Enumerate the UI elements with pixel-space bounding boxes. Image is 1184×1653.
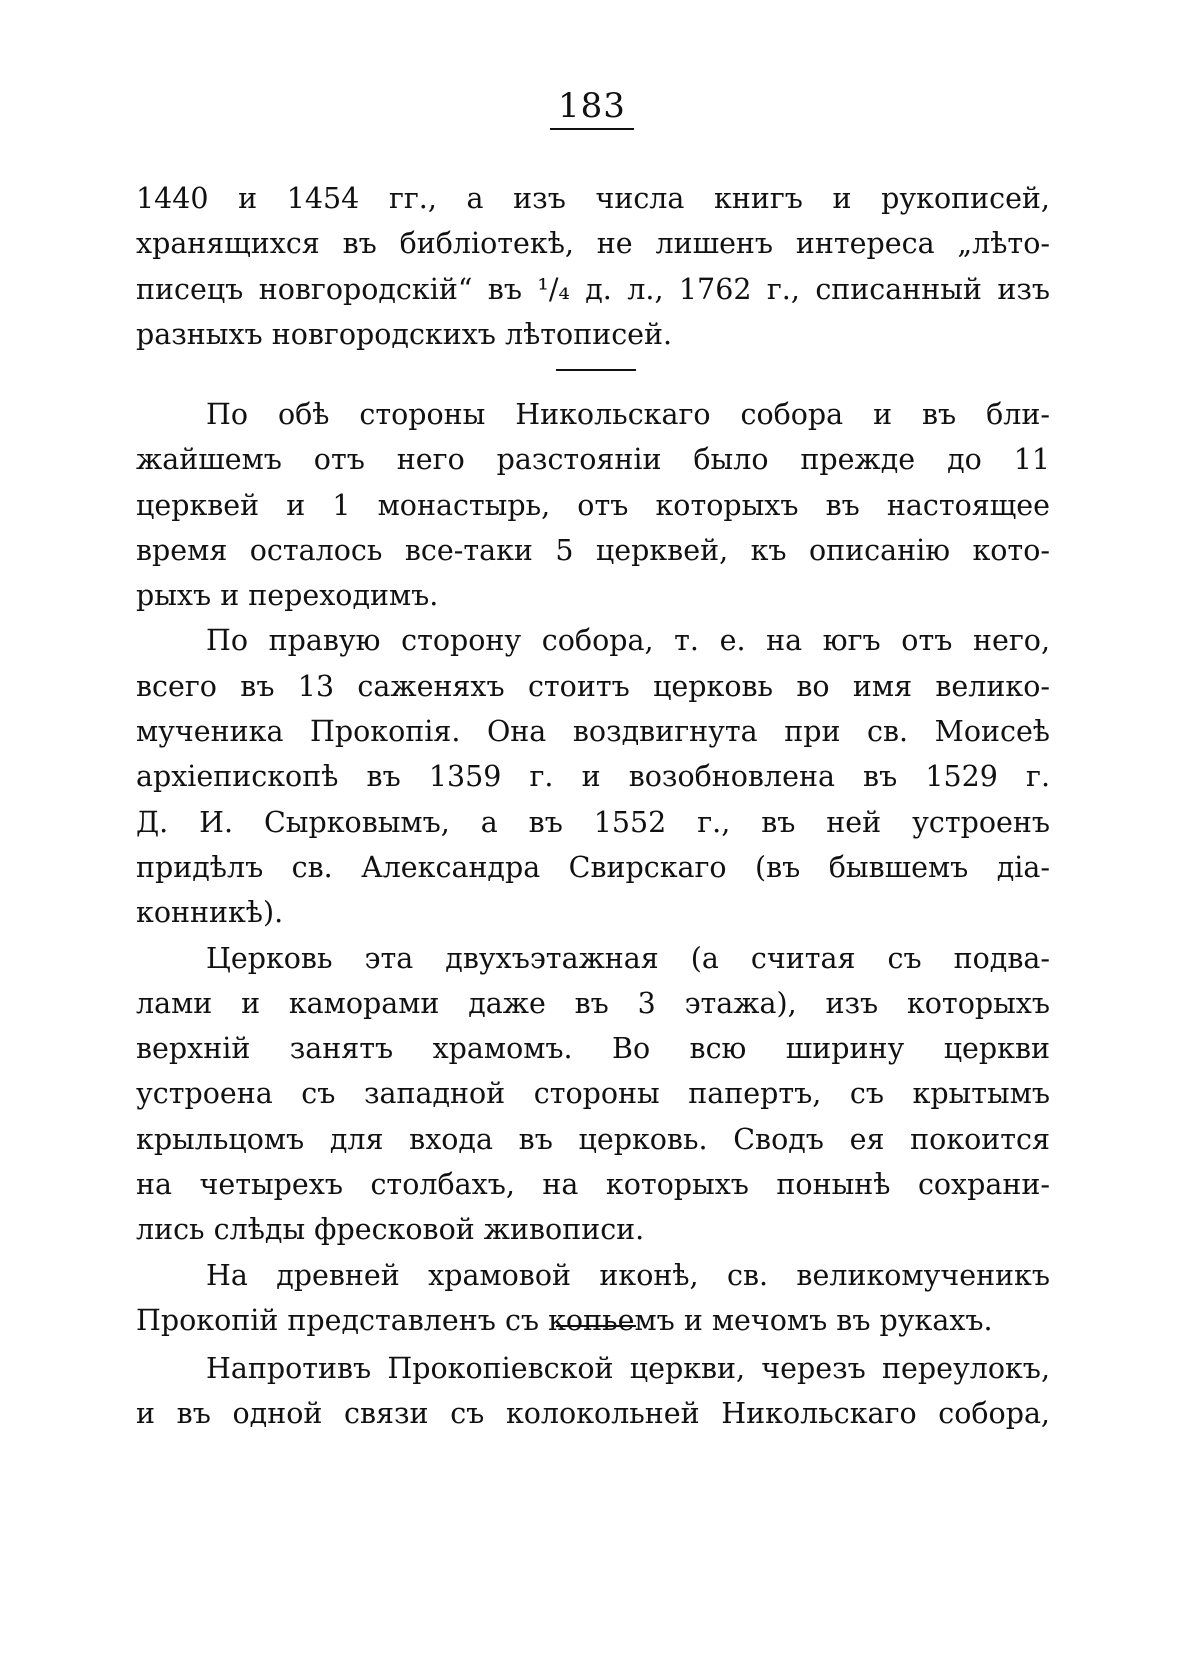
text-line: Церковь эта двухъэтажная (а считая съ подва- <box>206 941 1050 975</box>
text-line: хранящихся въ библіотекѣ, не лишенъ интереса „лѣто- <box>136 227 1050 261</box>
section-divider <box>556 369 636 371</box>
section-divider <box>556 1325 636 1327</box>
text-line: и въ одной связи съ колокольней Никольскаго собора, <box>136 1397 1050 1431</box>
text-line: верхній занятъ храмомъ. Во всю ширину церкви <box>136 1032 1050 1066</box>
text-line: разныхъ новгородскихъ лѣтописей. <box>136 317 673 351</box>
page-number <box>0 86 1184 130</box>
text-line: время осталось все-таки 5 церквей, къ описанію кото- <box>136 533 1050 567</box>
text-line: крыльцомъ для входа въ церковь. Сводъ ея покоится <box>136 1122 1050 1156</box>
text-line: устроена съ западной стороны папертъ, съ крытымъ <box>136 1077 1050 1111</box>
text-line: По обѣ стороны Никольскаго собора и въ бли- <box>206 398 1050 431</box>
text-line: архіепископѣ въ 1359 г. и возобновлена въ 1529 г. <box>136 760 1050 794</box>
text-line: писецъ новгородскій“ въ ¹/₄ д. л., 1762 г., списанный изъ <box>136 272 1050 306</box>
text-line: Прокопій представленъ съ копьемъ и мечомъ въ рукахъ. <box>136 1303 993 1337</box>
section-body <box>136 1346 1050 1437</box>
text-line: На древней храмовой иконѣ, св. великомученикъ <box>206 1258 1050 1292</box>
text-line: на четырехъ столбахъ, на которыхъ понынѣ сохрани- <box>136 1168 1050 1202</box>
text-line: По правую сторону собора, т. е. на югъ отъ него, <box>206 624 1050 658</box>
text-line: лами и каморами даже въ 3 этажа), изъ которыхъ <box>136 986 1050 1020</box>
paragraph-continuation <box>136 176 1050 357</box>
section-body <box>136 392 1050 1343</box>
text-line: мученика Прокопія. Она воздвигнута при св. Моисеѣ <box>136 715 1050 749</box>
text-line: жайшемъ отъ него разстояніи было прежде до 11 <box>136 443 1050 477</box>
text-line: придѣлъ св. Александра Свирскаго (въ бывшемъ діа- <box>136 850 1050 884</box>
text-line: лись слѣды фресковой живописи. <box>136 1213 645 1247</box>
text-line: всего въ 13 саженяхъ стоитъ церковь во имя велико- <box>136 669 1050 703</box>
text-line: 1440 и 1454 гг., а изъ числа книгъ и рукописей, <box>136 182 1050 215</box>
text-line: конникѣ). <box>136 896 284 930</box>
text-line: рыхъ и переходимъ. <box>136 579 439 613</box>
page-number-text: 183 <box>550 86 634 130</box>
text-line: Д. И. Сырковымъ, а въ 1552 г., въ ней устроенъ <box>136 805 1050 839</box>
text-line: церквей и 1 монастырь, отъ которыхъ въ настоящее <box>136 488 1050 522</box>
text-line: Напротивъ Прокопіевской церкви, черезъ переулокъ, <box>206 1352 1050 1385</box>
